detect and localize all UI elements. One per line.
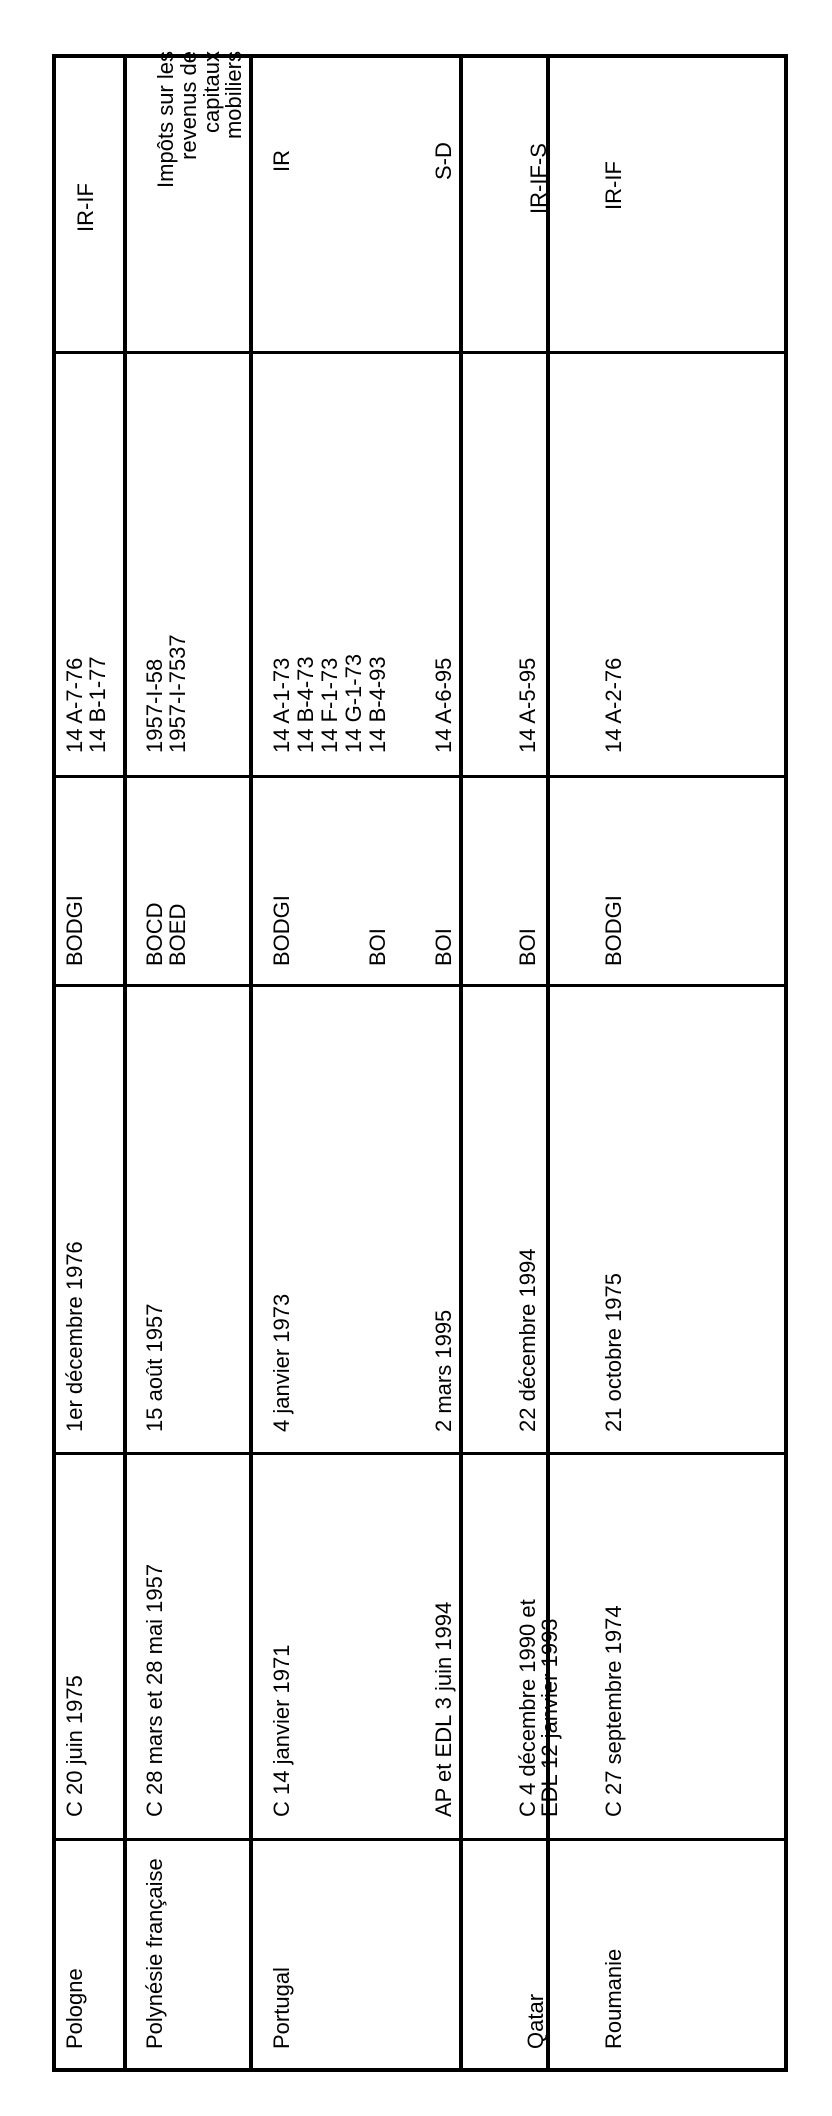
tax-type-cell: capitaux	[199, 51, 224, 133]
country-cell: Qatar	[523, 1993, 548, 2049]
column-divider	[56, 775, 784, 778]
reference-cell: 14 B-4-93	[365, 656, 390, 753]
entry-into-force-cell: 22 décembre 1994	[515, 1248, 540, 1432]
reference-cell: 14 A-7-76	[62, 657, 87, 753]
tax-type-cell: IR-IF	[73, 183, 98, 232]
publication-cell: BOI	[365, 928, 390, 966]
reference-cell: 14 A-2-76	[601, 657, 626, 753]
tax-type-cell: IR	[269, 150, 294, 172]
country-cell: Polynésie française	[142, 1858, 167, 2049]
convention-date-cell: C 27 septembre 1974	[601, 1605, 626, 1817]
publication-cell: BOI	[515, 928, 540, 966]
country-cell: Roumanie	[601, 1948, 626, 2049]
reference-cell: 14 F-1-73	[317, 657, 342, 753]
convention-date-cell: C 28 mars et 28 mai 1957	[142, 1563, 167, 1817]
entry-into-force-cell: 2 mars 1995	[431, 1309, 456, 1432]
tax-type-cell: IR-IF-S	[526, 143, 551, 214]
tax-type-cell: Impôts sur les	[153, 51, 178, 188]
publication-cell: BODGI	[269, 895, 294, 966]
entry-into-force-cell: 21 octobre 1975	[601, 1272, 626, 1432]
convention-date-cell: EDL 12 janvier 1993	[537, 1618, 562, 1817]
entry-into-force-cell: 15 août 1957	[142, 1303, 167, 1432]
entry-into-force-cell: 4 janvier 1973	[269, 1293, 294, 1432]
reference-cell: 14 A-1-73	[269, 657, 294, 753]
convention-date-cell: C 20 juin 1975	[62, 1675, 87, 1817]
convention-date-cell: AP et EDL 3 juin 1994	[431, 1601, 456, 1817]
column-divider	[56, 351, 784, 354]
row-divider	[249, 58, 253, 2068]
country-cell: Pologne	[62, 1968, 87, 2049]
convention-date-cell: C 4 décembre 1990 et	[515, 1599, 540, 1817]
reference-cell: 14 A-6-95	[431, 657, 456, 753]
column-divider	[56, 1452, 784, 1455]
publication-cell: BODGI	[62, 895, 87, 966]
reference-cell: 14 G-1-73	[341, 653, 366, 753]
tax-type-cell: IR-IF	[601, 161, 626, 210]
reference-cell: 1957-I-7537	[165, 634, 190, 753]
publication-cell: BOCD	[142, 902, 167, 966]
publication-cell: BOED	[165, 903, 190, 966]
column-divider	[56, 1838, 784, 1841]
country-cell: Portugal	[269, 1967, 294, 2049]
tax-type-cell: revenus de	[176, 51, 201, 160]
reference-cell: 14 B-1-77	[85, 656, 110, 753]
row-divider	[123, 58, 127, 2068]
reference-cell: 14 B-4-73	[293, 656, 318, 753]
row-divider	[459, 58, 463, 2068]
entry-into-force-cell: 1er décembre 1976	[62, 1241, 87, 1432]
publication-cell: BOI	[431, 928, 456, 966]
reference-cell: 14 A-5-95	[515, 657, 540, 753]
tax-type-cell: mobiliers	[221, 51, 246, 140]
column-divider	[56, 984, 784, 987]
convention-date-cell: C 14 janvier 1971	[269, 1644, 294, 1817]
publication-cell: BODGI	[601, 895, 626, 966]
tax-type-cell: S-D	[431, 142, 456, 180]
reference-cell: 1957-I-58	[142, 658, 167, 753]
